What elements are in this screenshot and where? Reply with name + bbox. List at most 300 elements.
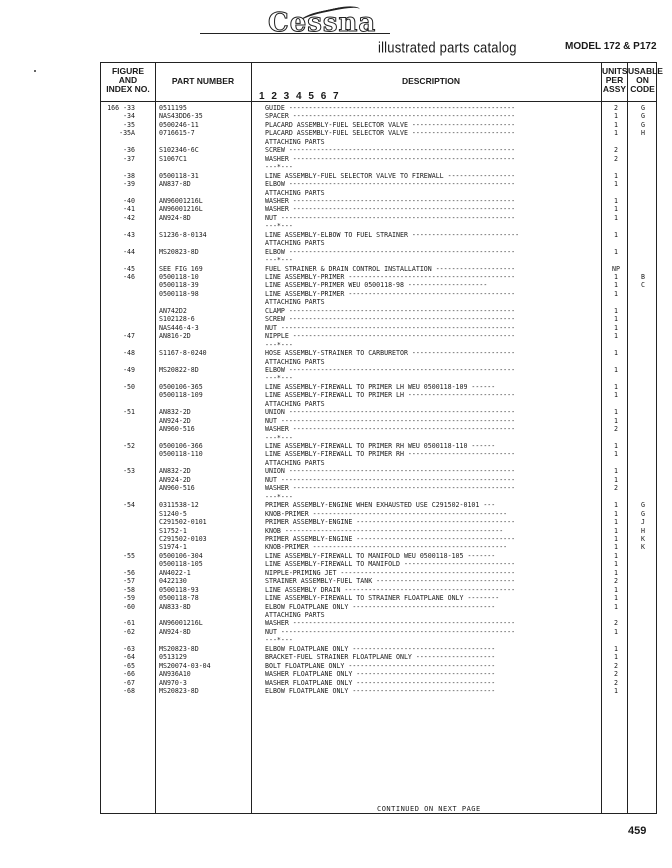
description-cell: LINE ASSEMBLY-FIREWALL TO PRIMER RH WEU 0500118-110 ------ (265, 442, 496, 450)
description-cell: UNION --------------------------------------------------------- (265, 408, 516, 417)
units-cell: 2 (614, 154, 618, 163)
description-cell: ELBOW FLOATPLANE ONLY ------------------------------------ (265, 602, 496, 611)
part-number-cell: AN924-8D (159, 627, 191, 636)
description-cell: ATTACHING PARTS (265, 239, 325, 248)
description-cell: ATTACHING PARTS (265, 188, 325, 197)
units-cell: 2 (614, 678, 618, 687)
figure-index-cell: -62 (123, 627, 135, 636)
units-cell: 1 (614, 594, 618, 603)
parts-table (100, 62, 663, 814)
part-number-cell: 0500106-304 (159, 551, 203, 560)
table-row (101, 256, 658, 264)
figure-index-cell: -61 (123, 619, 135, 628)
stray-mark (34, 70, 36, 72)
table-row (101, 645, 658, 653)
figure-index-cell: -34 (123, 112, 135, 121)
figure-index-cell: -37 (123, 154, 135, 163)
part-number-cell: AN924-2D (159, 416, 191, 425)
table-row (101, 281, 658, 289)
figure-index-cell: -38 (123, 171, 135, 180)
units-cell: 1 (614, 332, 618, 341)
figure-index-cell: -45 (123, 264, 135, 273)
part-number-cell: AN924-2D (159, 475, 191, 484)
units-cell: 1 (614, 365, 618, 374)
table-row (101, 467, 658, 475)
description-cell: SCREW --------------------------------------------------------- (265, 146, 516, 155)
units-cell: 2 (614, 619, 618, 628)
figure-index-cell: -50 (123, 382, 135, 391)
description-cell: WASHER -------------------------------------------------------- (265, 154, 516, 163)
description-cell: WASHER -------------------------------------------------------- (265, 484, 516, 493)
description-cell: PLACARD ASSEMBLY-FUEL SELECTOR VALVE -------------------------- (265, 120, 516, 129)
description-cell: LINE ASSEMBLY-FIREWALL TO MANIFOLD WEU 0500118-105 ------- (265, 551, 496, 560)
units-cell: 2 (614, 484, 618, 493)
part-number-cell: S1752-1 (159, 526, 187, 535)
description-cell: FUEL STRAINER & DRAIN CONTROL INSTALLATION -------------------- (265, 264, 516, 273)
description-cell: HOSE ASSEMBLY-STRAINER TO CARBURETOR -------------------------- (265, 349, 516, 358)
figure-index-cell: -60 (123, 602, 135, 611)
description-cell: BOLT FLOATPLANE ONLY ------------------------------------- (265, 661, 496, 670)
units-cell: 1 (614, 281, 618, 290)
table-row (101, 459, 658, 467)
description-cell: STRAINER ASSEMBLY-FUEL TANK ----------------------------------- (265, 577, 516, 586)
cessna-logo: Cessna (268, 8, 377, 38)
usable-code-cell: G (641, 120, 645, 129)
part-number-cell: AN936A10 (159, 670, 191, 679)
part-number-cell: SEE FIG 169 (159, 264, 203, 273)
description-cell: NUT ----------------------------------------------------------- (265, 213, 516, 222)
part-number-cell: AN742D2 (159, 306, 187, 315)
units-cell: 1 (614, 408, 618, 417)
usable-code-cell: C (641, 281, 645, 290)
part-number-cell: 0500106-365 (159, 382, 203, 391)
description-cell: ---*--- (265, 374, 293, 383)
units-cell: 2 (614, 661, 618, 670)
table-row (101, 442, 658, 450)
units-cell: 2 (614, 104, 618, 112)
part-number-cell: MS20823-8D (159, 247, 199, 256)
units-cell: 1 (614, 644, 618, 653)
part-number-cell: S1974-1 (159, 543, 187, 552)
description-cell: NUT ----------------------------------------------------------- (265, 323, 516, 332)
table-row (101, 434, 658, 442)
table-row (101, 180, 658, 188)
description-cell: LINE ASSEMBLY-PRIMER ------------------------------------------ (265, 273, 516, 281)
table-row (101, 332, 658, 340)
units-cell: 2 (614, 146, 618, 155)
usable-code-cell: G (641, 509, 645, 518)
description-cell: LINE ASSEMBLY-FUEL SELECTOR VALVE TO FIREWALL ----------------- (265, 171, 516, 180)
table-row (101, 366, 658, 374)
description-cell: ELBOW FLOATPLANE ONLY ------------------------------------ (265, 644, 496, 653)
units-cell: 1 (614, 112, 618, 121)
part-number-cell: S102346-6C (159, 146, 199, 155)
indent-scale: 1 2 3 4 5 6 7 (259, 91, 341, 102)
part-number-cell: 0500118-105 (159, 560, 203, 569)
figure-index-cell: -63 (123, 644, 135, 653)
table-row (101, 265, 658, 273)
table-row (101, 569, 658, 577)
table-row (101, 172, 658, 180)
figure-index-cell: -52 (123, 442, 135, 450)
figure-index-cell: -39 (123, 180, 135, 189)
table-row (101, 450, 658, 458)
table-row (101, 653, 658, 661)
table-row (101, 594, 658, 602)
table-row (101, 214, 658, 222)
table-row (101, 222, 658, 230)
table-row (101, 535, 658, 543)
description-cell: LINE ASSEMBLY-FIREWALL TO MANIFOLD ---------------------------- (265, 560, 516, 569)
figure-index-cell: -54 (123, 501, 135, 510)
part-number-cell: MS20822-8D (159, 365, 199, 374)
units-cell: 1 (614, 247, 618, 256)
table-row (101, 493, 658, 501)
figure-index-cell: -58 (123, 585, 135, 594)
table-row (101, 341, 658, 349)
units-cell: 1 (614, 205, 618, 214)
table-row (101, 155, 658, 163)
part-number-cell: S1236-8-0134 (159, 230, 207, 239)
table-row (101, 324, 658, 332)
table-row (101, 298, 658, 306)
description-cell: NUT ----------------------------------------------------------- (265, 475, 516, 484)
part-number-cell: AN924-8D (159, 213, 191, 222)
description-cell: PRIMER ASSEMBLY-ENGINE WHEN EXHAUSTED USE C291502-0101 --- (265, 501, 496, 510)
units-cell: 1 (614, 306, 618, 315)
description-cell: ATTACHING PARTS (265, 357, 325, 366)
table-row (101, 383, 658, 391)
usable-code-cell: G (641, 112, 645, 121)
description-cell: ELBOW FLOATPLANE ONLY ------------------------------------ (265, 687, 496, 696)
units-cell: 1 (614, 526, 618, 535)
part-number-cell: 0500118-98 (159, 289, 199, 298)
part-number-cell: S1240-5 (159, 509, 187, 518)
table-row (101, 358, 658, 366)
description-cell: ---*--- (265, 433, 293, 442)
description-cell: WASHER -------------------------------------------------------- (265, 205, 516, 214)
table-row (101, 687, 658, 695)
table-row (101, 349, 658, 357)
table-row (101, 146, 658, 154)
table-row (101, 189, 658, 197)
figure-index-cell: -35 (123, 120, 135, 129)
description-cell: GUIDE --------------------------------------------------------- (265, 104, 516, 112)
figure-index-cell: -66 (123, 670, 135, 679)
description-cell: WASHER -------------------------------------------------------- (265, 425, 516, 434)
figure-index-cell: -57 (123, 577, 135, 586)
description-cell: LINE ASSEMBLY-PRIMER WEU 0500118-98 -------------------- (265, 281, 488, 290)
description-cell: UNION --------------------------------------------------------- (265, 467, 516, 476)
table-row (101, 628, 658, 636)
description-cell: WASHER -------------------------------------------------------- (265, 196, 516, 205)
table-row (101, 476, 658, 484)
part-number-cell: 0511195 (159, 104, 187, 112)
description-cell: ---*--- (265, 256, 293, 265)
description-cell: LINE ASSEMBLY-PRIMER ------------------------------------------ (265, 289, 516, 298)
part-number-cell: 0500118-109 (159, 391, 203, 400)
usable-code-cell: B (641, 273, 645, 281)
table-row (101, 560, 658, 568)
figure-index-cell: -67 (123, 678, 135, 687)
units-cell: 1 (614, 196, 618, 205)
part-number-cell: 0500118-93 (159, 585, 199, 594)
units-cell: 1 (614, 585, 618, 594)
part-number-cell: MS20823-8D (159, 644, 199, 653)
units-cell: 1 (614, 129, 618, 138)
description-cell: KNOB ------------------------------------------------------- (265, 526, 504, 535)
description-cell: PRIMER ASSEMBLY-ENGINE ---------------------------------------- (265, 534, 516, 543)
description-column-header: DESCRIPTION (401, 76, 461, 86)
usable-code-cell: G (641, 104, 645, 112)
units-cell: 1 (614, 323, 618, 332)
description-cell: ---*--- (265, 340, 293, 349)
units-cell: 1 (614, 560, 618, 569)
description-cell: ATTACHING PARTS (265, 611, 325, 619)
figure-index-cell: -55 (123, 551, 135, 560)
table-row (101, 611, 658, 619)
description-cell: LINE ASSEMBLY DRAIN ------------------------------------------- (265, 585, 516, 594)
part-number-cell: 0500106-366 (159, 442, 203, 450)
table-row (101, 619, 658, 627)
units-cell: 1 (614, 213, 618, 222)
table-row (101, 501, 658, 509)
part-number-cell: S1067C1 (159, 154, 187, 163)
units-cell: 2 (614, 577, 618, 586)
description-cell: ---*--- (265, 492, 293, 501)
part-number-cell: AN960-516 (159, 425, 195, 434)
usable-code-cell: G (641, 501, 645, 510)
units-cell: 1 (614, 627, 618, 636)
description-cell: LINE ASSEMBLY-FIREWALL TO STRAINER FLOATPLANE ONLY -------- (265, 594, 500, 603)
part-number-cell: 0422130 (159, 577, 187, 586)
units-column-header: UNITS PER ASSY (602, 66, 628, 94)
description-cell: LINE ASSEMBLY-FIREWALL TO PRIMER RH --------------------------- (265, 450, 516, 459)
description-cell: ---*--- (265, 636, 293, 645)
description-cell: SCREW --------------------------------------------------------- (265, 315, 516, 324)
figure-index-cell: -42 (123, 213, 135, 222)
units-cell: 1 (614, 602, 618, 611)
figure-index-cell: -68 (123, 687, 135, 696)
part-number-cell: AN96001216L (159, 196, 203, 205)
units-cell: 1 (614, 391, 618, 400)
description-cell: NUT ----------------------------------------------------------- (265, 416, 516, 425)
table-row (101, 307, 658, 315)
units-cell: 1 (614, 687, 618, 696)
description-cell: ATTACHING PARTS (265, 458, 325, 467)
units-cell: 1 (614, 450, 618, 459)
usable-code-cell: H (641, 526, 645, 535)
description-cell: CLAMP --------------------------------------------------------- (265, 306, 516, 315)
table-row (101, 670, 658, 678)
figure-index-cell: -59 (123, 594, 135, 603)
units-cell: 1 (614, 349, 618, 358)
table-row (101, 273, 658, 281)
description-cell: ATTACHING PARTS (265, 137, 325, 146)
units-cell: 1 (614, 509, 618, 518)
part-number-cell: AN837-8D (159, 180, 191, 189)
table-row (101, 374, 658, 382)
figure-column-header: FIGURE AND INDEX NO. (106, 66, 150, 94)
table-row (101, 518, 658, 526)
table-row (101, 129, 658, 137)
part-number-cell: NAS446-4-3 (159, 323, 199, 332)
part-number-cell: AN833-8D (159, 602, 191, 611)
units-cell: 1 (614, 315, 618, 324)
usable-code-cell: H (641, 129, 645, 138)
description-cell: ---*--- (265, 222, 293, 231)
units-cell: 1 (614, 180, 618, 189)
figure-index-cell: -56 (123, 568, 135, 577)
description-cell: ELBOW --------------------------------------------------------- (265, 365, 516, 374)
units-cell: 1 (614, 501, 618, 510)
part-number-cell: S1167-8-0240 (159, 349, 207, 358)
description-cell: PRIMER ASSEMBLY-ENGINE ---------------------------------------- (265, 518, 516, 527)
table-row (101, 391, 658, 399)
part-number-cell: 0716615-7 (159, 129, 195, 138)
description-cell: LINE ASSEMBLY-ELBOW TO FUEL STRAINER --------------------------- (265, 230, 520, 239)
table-row (101, 104, 658, 112)
part-number-cell: 0513129 (159, 653, 187, 662)
figure-index-cell: -47 (123, 332, 135, 341)
figure-index-cell: 166 -33 (107, 104, 135, 112)
table-row (101, 679, 658, 687)
table-row (101, 121, 658, 129)
figure-index-cell: -53 (123, 467, 135, 476)
table-row (101, 290, 658, 298)
description-cell: NIPPLE-PRIMING JET -------------------------------------------- (265, 568, 516, 577)
table-row (101, 586, 658, 594)
page-number: 459 (628, 825, 647, 837)
description-cell: WASHER FLOATPLANE ONLY ----------------------------------- (265, 678, 496, 687)
page-header (0, 0, 672, 62)
table-row (101, 239, 658, 247)
table-row (101, 163, 658, 171)
units-cell: 1 (614, 230, 618, 239)
part-number-cell: AN816-2D (159, 332, 191, 341)
model-label: MODEL 172 & P172 (565, 41, 657, 52)
description-cell: ELBOW --------------------------------------------------------- (265, 180, 516, 189)
units-cell: 2 (614, 670, 618, 679)
part-number-cell: AN970-3 (159, 678, 187, 687)
part-number-cell: 0500118-110 (159, 450, 203, 459)
continued-note: CONTINUED ON NEXT PAGE (377, 805, 481, 813)
description-cell: ATTACHING PARTS (265, 298, 325, 307)
usable-code-cell: K (641, 534, 645, 543)
description-cell: NUT ----------------------------------------------------------- (265, 627, 516, 636)
description-cell: WASHER FLOATPLANE ONLY ----------------------------------- (265, 670, 496, 679)
part-number-cell: 0500118-78 (159, 594, 199, 603)
units-cell: 1 (614, 416, 618, 425)
figure-index-cell: -51 (123, 408, 135, 417)
units-cell: 1 (614, 653, 618, 662)
part-number-cell: 0500118-10 (159, 273, 199, 281)
table-row (101, 527, 658, 535)
units-cell: 1 (614, 534, 618, 543)
table-row (101, 510, 658, 518)
description-cell: SPACER -------------------------------------------------------- (265, 112, 516, 121)
units-cell: 1 (614, 382, 618, 391)
figure-index-cell: -35A (119, 129, 135, 138)
table-row (101, 315, 658, 323)
description-cell: LINE ASSEMBLY-FIREWALL TO PRIMER LH --------------------------- (265, 391, 516, 400)
description-cell: ATTACHING PARTS (265, 399, 325, 408)
table-row (101, 138, 658, 146)
part-number-column-header: PART NUMBER (171, 76, 235, 86)
part-number-cell: NAS43DD6-35 (159, 112, 203, 121)
units-cell: 1 (614, 171, 618, 180)
part-number-cell: S102128-6 (159, 315, 195, 324)
part-number-cell: C291502-0101 (159, 518, 207, 527)
description-cell: LINE ASSEMBLY-FIREWALL TO PRIMER LH WEU 0500118-109 ------ (265, 382, 496, 391)
part-number-cell: MS20823-8D (159, 687, 199, 696)
part-number-cell: MS20074-03-04 (159, 661, 211, 670)
figure-index-cell: -36 (123, 146, 135, 155)
description-cell: KNOB-PRIMER ------------------------------------------------- (265, 509, 508, 518)
figure-index-cell: -64 (123, 653, 135, 662)
figure-index-cell: -44 (123, 247, 135, 256)
table-row (101, 408, 658, 416)
header-divider (101, 101, 656, 102)
table-row (101, 636, 658, 644)
table-row (101, 205, 658, 213)
units-cell: 1 (614, 273, 618, 281)
part-number-cell: 0311538-12 (159, 501, 199, 510)
description-cell: PLACARD ASSEMBLY-FUEL SELECTOR VALVE -------------------------- (265, 129, 516, 138)
units-cell: 1 (614, 467, 618, 476)
part-number-cell: AN832-2D (159, 467, 191, 476)
units-cell: 1 (614, 518, 618, 527)
part-number-cell: AN96001216L (159, 205, 203, 214)
figure-index-cell: -41 (123, 205, 135, 214)
table-row (101, 400, 658, 408)
units-cell: 1 (614, 475, 618, 484)
units-cell: 1 (614, 543, 618, 552)
figure-index-cell: -46 (123, 273, 135, 281)
usable-code-cell: K (641, 543, 645, 552)
units-cell: 2 (614, 425, 618, 434)
part-number-cell: 0500118-39 (159, 281, 199, 290)
usable-code-cell: J (641, 518, 645, 527)
table-row (101, 248, 658, 256)
part-number-cell: AN4022-1 (159, 568, 191, 577)
figure-index-cell: -40 (123, 196, 135, 205)
units-cell: 1 (614, 442, 618, 450)
units-cell: 1 (614, 289, 618, 298)
table-row (101, 552, 658, 560)
part-number-cell: 0500118-31 (159, 171, 199, 180)
units-cell: 1 (614, 120, 618, 129)
description-cell: KNOB-PRIMER ------------------------------------------------- (265, 543, 508, 552)
figure-index-cell: -43 (123, 230, 135, 239)
description-cell: ---*--- (265, 163, 293, 172)
units-cell: NP (612, 264, 620, 273)
table-row (101, 231, 658, 239)
usable-code-column-header: USABLE ON CODE (628, 66, 663, 94)
table-row (101, 543, 658, 551)
description-cell: BRACKET-FUEL STRAINER FLOATPLANE ONLY -------------------- (265, 653, 496, 662)
part-number-cell: C291502-0103 (159, 534, 207, 543)
table-row (101, 417, 658, 425)
figure-index-cell: -65 (123, 661, 135, 670)
part-number-cell: AN96001216L (159, 619, 203, 628)
description-cell: NIPPLE -------------------------------------------------------- (265, 332, 516, 341)
table-row (101, 603, 658, 611)
table-row (101, 662, 658, 670)
part-number-cell: 0500246-11 (159, 120, 199, 129)
description-cell: WASHER -------------------------------------------------------- (265, 619, 516, 628)
table-row (101, 425, 658, 433)
